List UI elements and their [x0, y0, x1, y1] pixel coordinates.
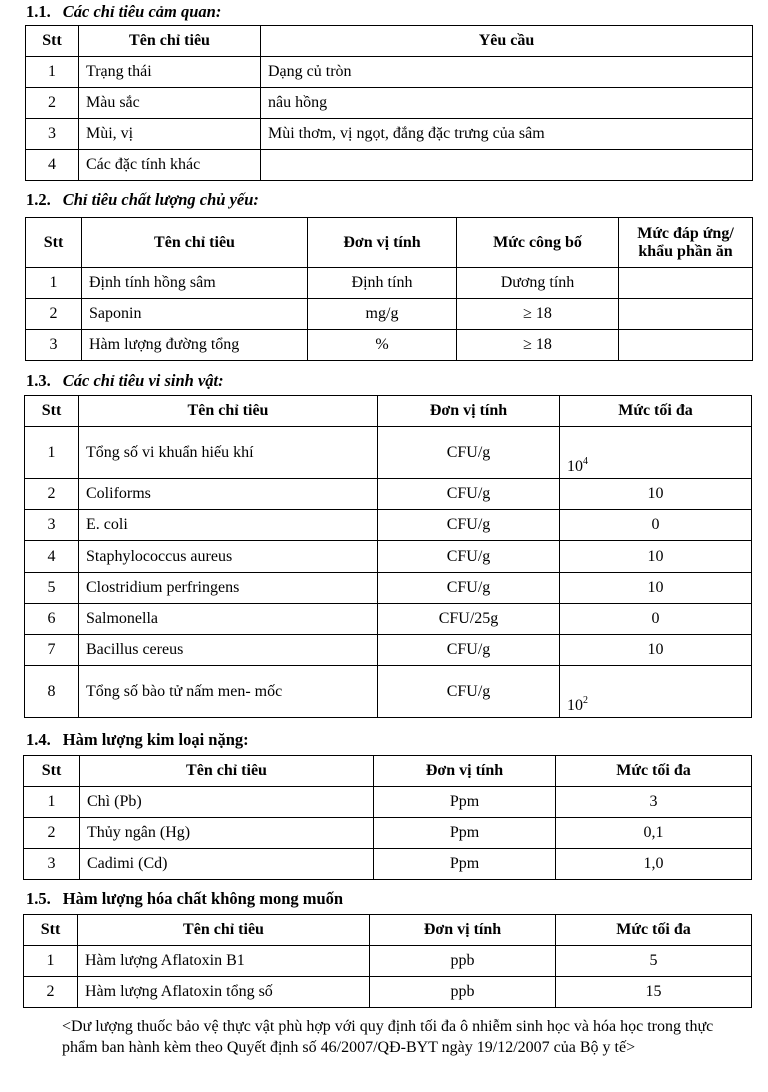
table-row: 1 Tổng số vi khuẩn hiếu khí CFU/g $10^4$: [25, 427, 752, 479]
table-header-row: [26, 218, 753, 268]
table-row: 3 E. coli CFU/g 0: [25, 510, 752, 541]
table-row: 3 Hàm lượng đường tổng % ≥ 18: [26, 330, 753, 361]
header-name: Tên chỉ tiêu: [80, 756, 374, 787]
header-serving-level: Mức đáp ứng/ khẩu phần ăn: [619, 218, 753, 268]
section-1-2-title: 1.2. Chỉ tiêu chất lượng chủ yếu:: [26, 190, 259, 209]
table-header-row: [24, 915, 752, 946]
header-max-level: Mức tối đa: [556, 756, 752, 787]
table-row: 3 Mùi, vị Mùi thơm, vị ngọt, đắng đặc trưng của sâm: [26, 119, 753, 150]
header-stt: Stt: [24, 915, 78, 946]
table-row: 3 Cadimi (Cd) Ppm 1,0: [24, 849, 752, 880]
table-sensory: [25, 25, 753, 181]
table-header-row: [26, 26, 753, 57]
table-row: 2 Hàm lượng Aflatoxin tổng số ppb 15: [24, 977, 752, 1008]
header-stt: Stt: [26, 26, 79, 57]
table-row: 6 Salmonella CFU/25g 0: [25, 604, 752, 635]
table-undesired-chemicals: [23, 914, 752, 1008]
max-level-power: $10^4$: [560, 427, 752, 479]
table-row: 4 Staphylococcus aureus CFU/g 10: [25, 541, 752, 573]
header-stt: Stt: [24, 756, 80, 787]
table-row: 2 Thủy ngân (Hg) Ppm 0,1: [24, 818, 752, 849]
header-unit: Đơn vị tính: [370, 915, 556, 946]
section-1-3-title: 1.3. Các chỉ tiêu vi sinh vật:: [26, 371, 224, 390]
table-row: 2 Saponin mg/g ≥ 18: [26, 299, 753, 330]
table-row: 1 Định tính hồng sâm Định tính Dương tính: [26, 268, 753, 299]
table-header-row: [24, 756, 752, 787]
header-declared-level: Mức công bố: [457, 218, 619, 268]
section-1-4-title: 1.4. Hàm lượng kim loại nặng:: [26, 730, 249, 749]
table-header-row: [25, 396, 752, 427]
header-name: Tên chỉ tiêu: [79, 396, 378, 427]
table-row: 4 Các đặc tính khác: [26, 150, 753, 181]
header-stt: Stt: [26, 218, 82, 268]
header-unit: Đơn vị tính: [378, 396, 560, 427]
table-row: 2 Màu sắc nâu hồng: [26, 88, 753, 119]
header-name: Tên chỉ tiêu: [82, 218, 308, 268]
table-row: 2 Coliforms CFU/g 10: [25, 479, 752, 510]
table-row: 1 Hàm lượng Aflatoxin B1 ppb 5: [24, 946, 752, 977]
header-name: Tên chỉ tiêu: [79, 26, 261, 57]
table-row: 7 Bacillus cereus CFU/g 10: [25, 635, 752, 666]
table-quality: [25, 217, 753, 361]
header-requirement: Yêu cầu: [261, 26, 753, 57]
footnote-pesticide-residue: <Dư lượng thuốc bảo vệ thực vật phù hợp với quy định tối đa ô nhiễm sinh học và hóa học trong thực phẩm ban hành kèm theo Quyết định số 46/2007/QĐ-BYT ngày 19/12/2007 của Bộ y tế>: [62, 1018, 714, 1056]
header-max-level: Mức tối đa: [556, 915, 752, 946]
table-microbiology: [24, 395, 752, 718]
section-1-1-title: 1.1. Các chỉ tiêu cảm quan:: [26, 2, 222, 21]
header-name: Tên chỉ tiêu: [78, 915, 370, 946]
table-row: 5 Clostridium perfringens CFU/g 10: [25, 573, 752, 604]
table-heavy-metals: [23, 755, 752, 880]
table-row: 8 Tổng số bào tử nấm men- mốc CFU/g $10^2$: [25, 666, 752, 718]
table-row: 1 Chì (Pb) Ppm 3: [24, 787, 752, 818]
header-stt: Stt: [25, 396, 79, 427]
header-unit: Đơn vị tính: [308, 218, 457, 268]
header-max-level: Mức tối đa: [560, 396, 752, 427]
table-row: 1 Trạng thái Dạng củ tròn: [26, 57, 753, 88]
section-1-5-title: 1.5. Hàm lượng hóa chất không mong muốn: [26, 889, 344, 908]
max-level-power: $10^2$: [560, 666, 752, 718]
header-unit: Đơn vị tính: [374, 756, 556, 787]
